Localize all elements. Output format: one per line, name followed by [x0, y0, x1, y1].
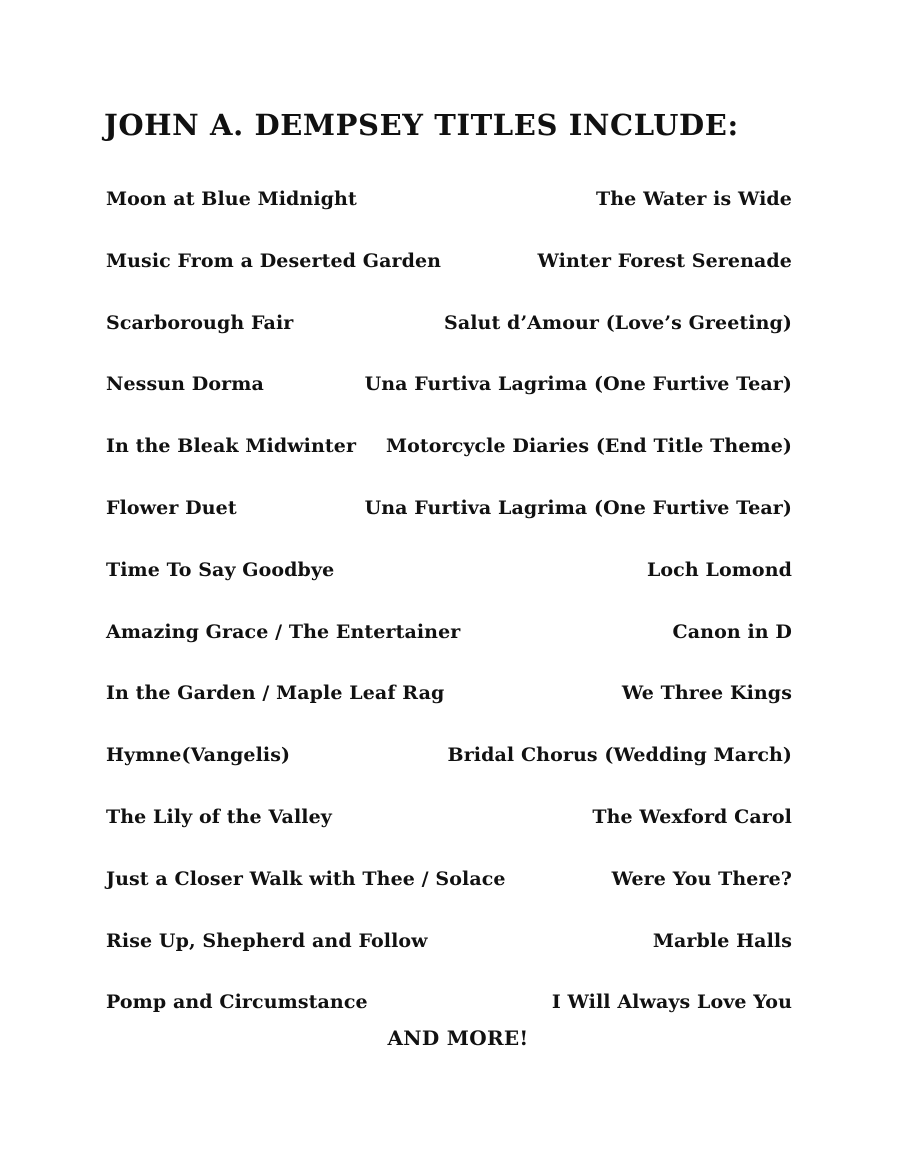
title-left: The Lily of the Valley	[106, 805, 332, 828]
title-left: Nessun Dorma	[106, 373, 264, 396]
title-row	[106, 621, 792, 683]
title-left: Just a Closer Walk with Thee / Solace	[106, 867, 506, 890]
title-row	[106, 868, 792, 930]
title-row	[106, 312, 792, 374]
title-right: The Wexford Carol	[592, 805, 792, 828]
title-row	[106, 435, 792, 497]
title-left: Time To Say Goodbye	[106, 558, 335, 581]
title-right: Una Furtiva Lagrima (One Furtive Tear)	[364, 496, 792, 519]
title-right: Winter Forest Serenade	[537, 249, 792, 272]
title-right: Una Furtiva Lagrima (One Furtive Tear)	[364, 373, 792, 396]
title-right: Bridal Chorus (Wedding March)	[447, 744, 792, 767]
title-row	[106, 930, 792, 992]
title-right: Were You There?	[611, 867, 792, 890]
title-left: Moon at Blue Midnight	[106, 188, 357, 210]
and-more-footer: AND MORE!	[387, 1026, 529, 1050]
title-row	[106, 250, 792, 312]
title-left: Pomp and Circumstance	[106, 991, 368, 1014]
title-left: Amazing Grace / The Entertainer	[106, 620, 461, 643]
page-title: JOHN A. DEMPSEY TITLES INCLUDE:	[104, 108, 739, 142]
title-left: Scarborough Fair	[106, 311, 294, 334]
title-row	[106, 806, 792, 868]
title-right: Marble Halls	[652, 929, 792, 952]
title-right: I Will Always Love You	[551, 991, 792, 1014]
title-right: The Water is Wide	[596, 188, 792, 210]
title-right: Canon in D	[672, 620, 792, 643]
title-right: We Three Kings	[621, 682, 792, 705]
title-left: Hymne(Vangelis)	[106, 744, 291, 767]
title-right: Motorcycle Diaries (End Title Theme)	[386, 435, 792, 458]
title-left: Rise Up, Shepherd and Follow	[106, 929, 428, 952]
title-list	[106, 188, 792, 1053]
title-right: Salut d’Amour (Love’s Greeting)	[444, 311, 792, 334]
title-left: In the Bleak Midwinter	[106, 435, 357, 458]
title-left: Music From a Deserted Garden	[106, 249, 442, 272]
title-row	[106, 188, 792, 250]
title-right: Loch Lomond	[646, 558, 792, 581]
title-row	[106, 682, 792, 744]
title-left: In the Garden / Maple Leaf Rag	[106, 682, 445, 705]
title-row	[106, 744, 792, 806]
title-row	[106, 497, 792, 559]
title-row	[106, 559, 792, 621]
title-row	[106, 373, 792, 435]
title-left: Flower Duet	[106, 496, 237, 519]
